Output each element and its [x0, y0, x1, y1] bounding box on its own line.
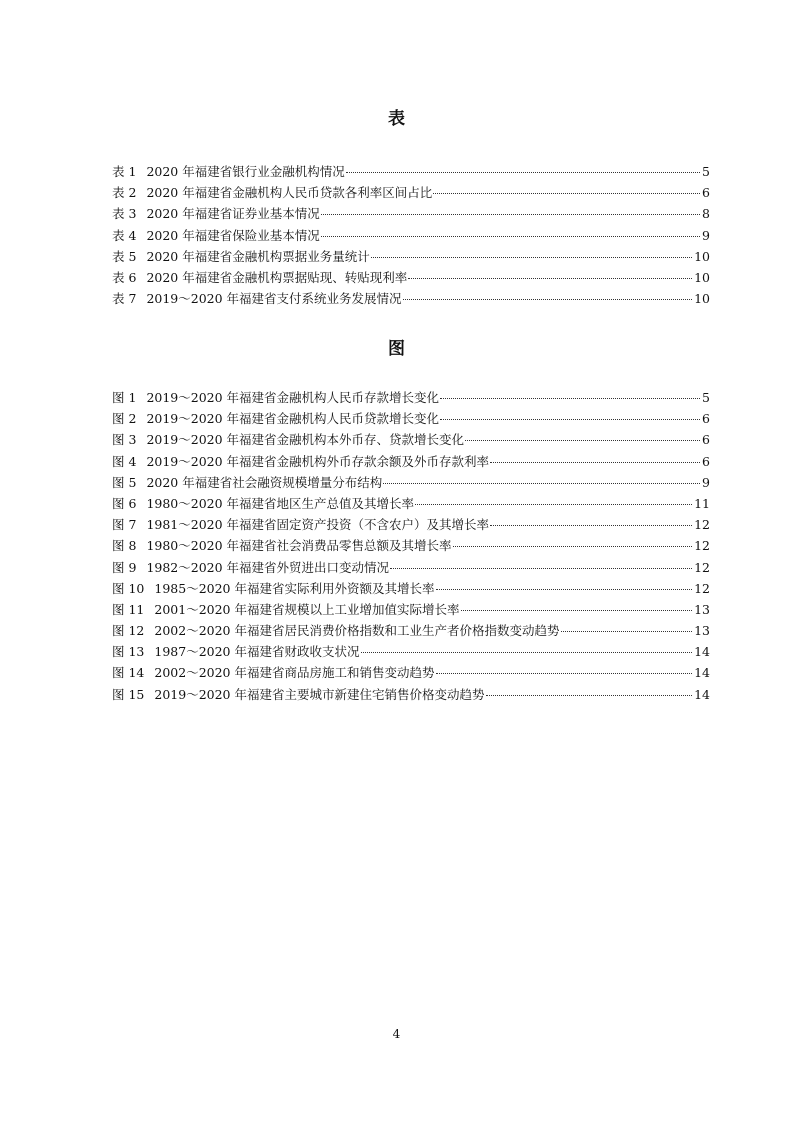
entry-number: 表 5 [112, 248, 137, 264]
dot-leader [403, 299, 693, 300]
dot-leader [440, 398, 700, 399]
entry-page: 12 [694, 559, 710, 575]
entry-page: 9 [702, 474, 710, 490]
dot-leader [486, 695, 693, 696]
dot-leader [436, 589, 693, 590]
entry-title: 2002～2020 年福建省居民消费价格指数和工业生产者价格指数变动趋势 [154, 623, 560, 639]
toc-entry[interactable] [112, 493, 710, 514]
dot-leader [321, 214, 700, 215]
entry-number: 图 12 [112, 623, 145, 639]
entry-number: 图 5 [112, 474, 137, 490]
entry-number: 图 15 [112, 686, 145, 702]
toc-entry[interactable] [112, 535, 710, 556]
entry-page: 5 [702, 164, 710, 179]
dot-leader [415, 504, 692, 505]
entry-page: 11 [694, 495, 710, 511]
dot-leader [346, 172, 700, 173]
entry-page: 13 [694, 623, 710, 639]
entry-page: 6 [702, 453, 710, 469]
dot-leader [461, 610, 693, 611]
toc-entry[interactable] [112, 684, 710, 705]
entry-title: 2019～2020 年福建省金融机构本外币存、贷款增长变化 [146, 432, 465, 448]
entry-title: 2020 年福建省金融机构人民币贷款各利率区间占比 [146, 185, 433, 201]
entry-title: 2019～2020 年福建省金融机构外币存款余额及外币存款利率 [146, 453, 490, 469]
entry-page: 14 [694, 665, 710, 681]
entry-page: 13 [694, 601, 710, 617]
toc-entry[interactable] [112, 288, 710, 309]
figures-heading: 图 [388, 339, 405, 359]
entry-number: 图 6 [112, 495, 137, 511]
entry-title: 2019～2020 年福建省金融机构人民币存款增长变化 [146, 390, 440, 405]
dot-leader [440, 419, 700, 420]
entry-page: 6 [702, 411, 710, 427]
tables-list [112, 161, 710, 309]
entry-number: 图 3 [112, 432, 137, 448]
entry-title: 2002～2020 年福建省商品房施工和销售变动趋势 [154, 665, 435, 681]
entry-number: 图 2 [112, 411, 137, 427]
tables-heading: 表 [388, 109, 405, 129]
entry-title: 1980～2020 年福建省地区生产总值及其增长率 [146, 495, 415, 511]
entry-number: 表 1 [112, 164, 137, 179]
entry-title: 2020 年福建省社会融资规模增量分布结构 [146, 474, 383, 490]
dot-leader [390, 568, 692, 569]
toc-entry[interactable] [112, 557, 710, 578]
entry-page: 14 [694, 644, 710, 660]
entry-page: 14 [694, 686, 710, 702]
entry-title: 2019～2020 年福建省金融机构人民币贷款增长变化 [146, 411, 440, 427]
page-number: 4 [392, 1027, 401, 1041]
toc-entry[interactable] [112, 599, 710, 620]
entry-number: 图 7 [112, 517, 137, 533]
entry-title: 2020 年福建省金融机构票据业务量统计 [146, 248, 370, 264]
toc-entry[interactable] [112, 641, 710, 662]
entry-title: 1985～2020 年福建省实际利用外资额及其增长率 [154, 580, 435, 596]
toc-entry[interactable] [112, 267, 710, 288]
dot-leader [490, 462, 700, 463]
entry-page: 10 [694, 269, 710, 285]
dot-leader [465, 440, 700, 441]
entry-number: 表 2 [112, 185, 137, 201]
entry-page: 6 [702, 432, 710, 448]
toc-entry[interactable] [112, 225, 710, 246]
entry-page: 12 [694, 580, 710, 596]
entry-number: 表 3 [112, 206, 137, 222]
entry-page: 12 [694, 538, 710, 554]
dot-leader [490, 525, 692, 526]
toc-entry[interactable] [112, 161, 710, 182]
dot-leader [408, 278, 692, 279]
dot-leader [436, 673, 693, 674]
entry-title: 2020 年福建省金融机构票据贴现、转贴现利率 [146, 269, 408, 285]
dot-leader [383, 483, 700, 484]
entry-number: 图 13 [112, 644, 145, 660]
entry-page: 10 [694, 291, 710, 307]
entry-number: 图 1 [112, 390, 137, 405]
entry-page: 12 [694, 517, 710, 533]
entry-number: 表 4 [112, 227, 137, 243]
entry-number: 图 11 [112, 601, 145, 617]
entry-number: 图 14 [112, 665, 145, 681]
entry-title: 1980～2020 年福建省社会消费品零售总额及其增长率 [146, 538, 452, 554]
entry-number: 图 4 [112, 453, 137, 469]
entry-title: 1987～2020 年福建省财政收支状况 [154, 644, 360, 660]
entry-title: 2019～2020 年福建省主要城市新建住宅销售价格变动趋势 [154, 686, 485, 702]
entry-number: 图 10 [112, 580, 145, 596]
toc-entry[interactable] [112, 203, 710, 224]
entry-page: 5 [702, 390, 710, 405]
dot-leader [561, 631, 693, 632]
entry-page: 9 [702, 227, 710, 243]
dot-leader [361, 652, 693, 653]
figures-list [112, 387, 710, 705]
entry-title: 2001～2020 年福建省规模以上工业增加值实际增长率 [154, 601, 460, 617]
entry-title: 2020 年福建省保险业基本情况 [146, 227, 320, 243]
toc-entry[interactable] [112, 408, 710, 429]
entry-title: 2020 年福建省证券业基本情况 [146, 206, 320, 222]
entry-title: 2019～2020 年福建省支付系统业务发展情况 [146, 291, 402, 307]
toc-entry[interactable] [112, 514, 710, 535]
entry-number: 图 9 [112, 559, 137, 575]
toc-entry[interactable] [112, 387, 710, 408]
toc-entry[interactable] [112, 429, 710, 450]
dot-leader [453, 546, 693, 547]
entry-title: 1981～2020 年福建省固定资产投资（不含农户）及其增长率 [146, 517, 490, 533]
dot-leader [433, 193, 700, 194]
entry-page: 6 [702, 185, 710, 201]
dot-leader [321, 236, 700, 237]
toc-entry[interactable] [112, 246, 710, 267]
toc-entry[interactable] [112, 578, 710, 599]
entry-page: 8 [702, 206, 710, 222]
entry-title: 2020 年福建省银行业金融机构情况 [146, 164, 345, 179]
toc-entry[interactable] [112, 472, 710, 493]
toc-entry[interactable] [112, 662, 710, 683]
dot-leader [371, 257, 692, 258]
toc-entry[interactable] [112, 182, 710, 203]
entry-number: 图 8 [112, 538, 137, 554]
toc-entry[interactable] [112, 451, 710, 472]
entry-number: 表 7 [112, 291, 137, 307]
entry-title: 1982～2020 年福建省外贸进出口变动情况 [146, 559, 390, 575]
entry-number: 表 6 [112, 269, 137, 285]
toc-entry[interactable] [112, 620, 710, 641]
entry-page: 10 [694, 248, 710, 264]
